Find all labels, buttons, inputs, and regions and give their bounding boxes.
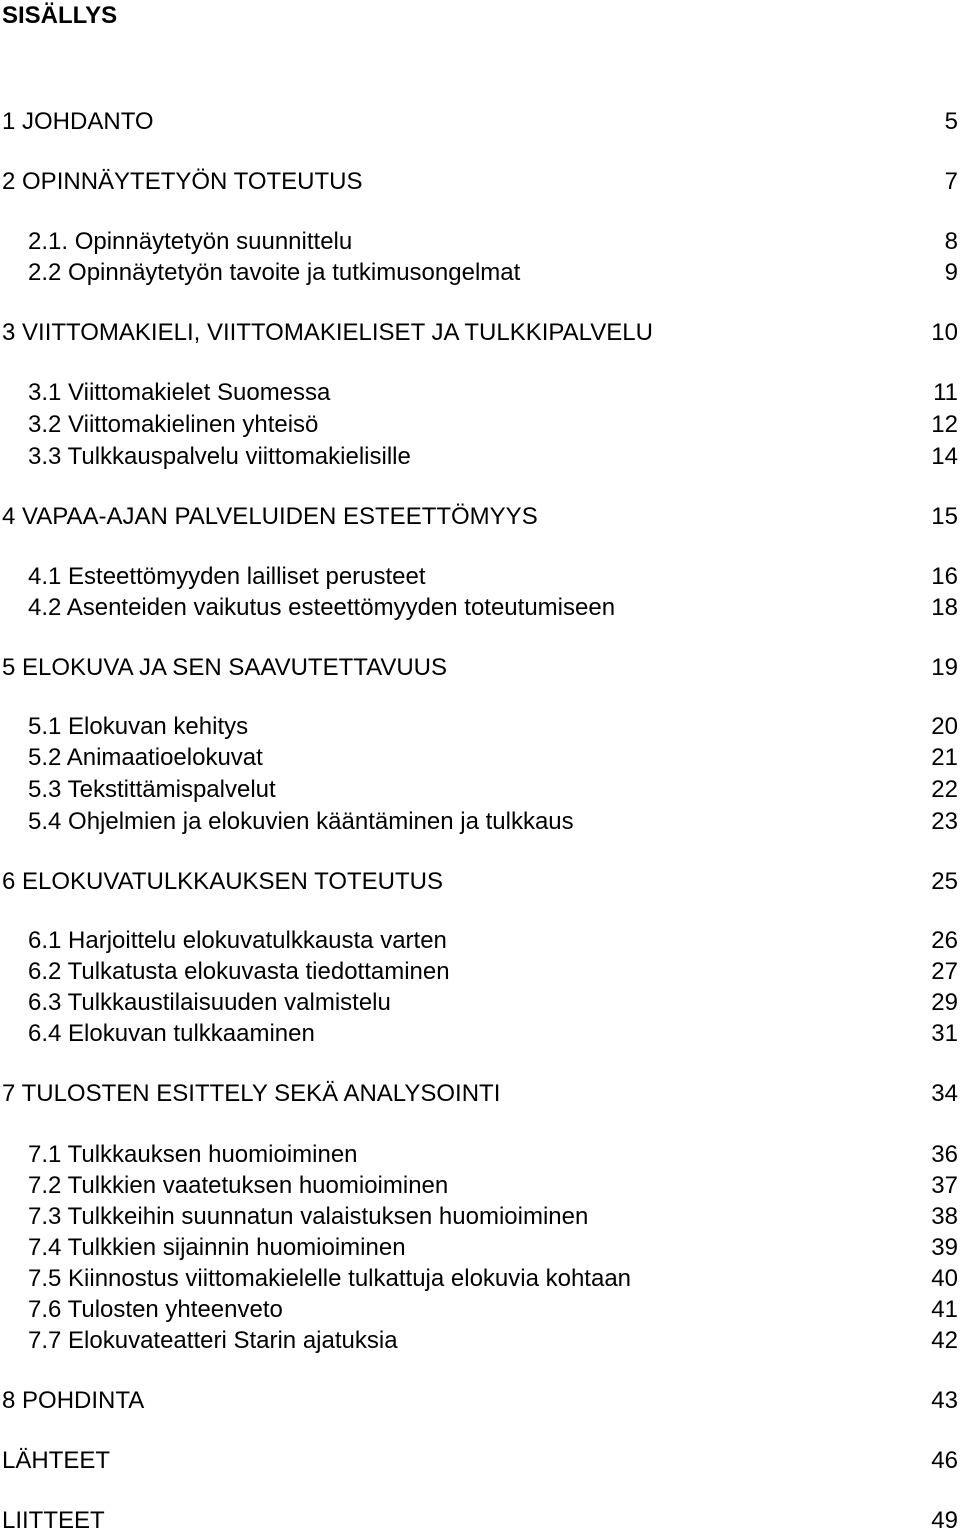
- toc-entry-page-number: 8: [944, 228, 958, 255]
- toc-entry-page-number: 21: [931, 744, 958, 771]
- toc-entry-page-number: 38: [931, 1203, 958, 1230]
- toc-entry: [0, 317, 960, 349]
- toc-entry-label: 2 OPINNÄYTETYÖN TOTEUTUS: [2, 168, 363, 195]
- toc-entry-page-number: 25: [931, 868, 958, 895]
- toc-entry-label: 7.3 Tulkkeihin suunnatun valaistuksen huomioiminen: [28, 1203, 589, 1230]
- toc-entry-page-number: 49: [931, 1507, 958, 1534]
- toc-entry-label: 6.2 Tulkatusta elokuvasta tiedottaminen: [28, 958, 450, 985]
- toc-entry-label: 4 VAPAA-AJAN PALVELUIDEN ESTEETTÖMYYS: [2, 503, 538, 530]
- toc-entry: [0, 956, 960, 988]
- toc-entry-page-number: 19: [931, 654, 958, 681]
- toc-entry-page-number: 27: [931, 958, 958, 985]
- toc-entry: [0, 377, 960, 409]
- toc-entry: [0, 409, 960, 441]
- toc-entry-label: 4.1 Esteettömyyden lailliset perusteet: [28, 563, 426, 590]
- toc-entry: [0, 1078, 960, 1110]
- toc-entry-label: 2.1. Opinnäytetyön suunnittelu: [28, 228, 353, 255]
- toc-entry: [0, 1325, 960, 1357]
- toc-entry-label: 7.6 Tulosten yhteenveto: [28, 1296, 283, 1323]
- toc-entry: [0, 742, 960, 774]
- toc-entry-page-number: 31: [931, 1020, 958, 1047]
- toc-entry-label: 1 JOHDANTO: [2, 108, 154, 135]
- toc-entry: [0, 987, 960, 1019]
- toc-entry-label: 3 VIITTOMAKIELI, VIITTOMAKIELISET JA TULKKIPALVELU: [2, 319, 653, 346]
- toc-entry-label: 2.2 Opinnäytetyön tavoite ja tutkimusongelmat: [28, 259, 521, 286]
- toc-entry-label: 7.4 Tulkkien sijainnin huomioiminen: [28, 1234, 406, 1261]
- toc-entry-page-number: 40: [931, 1265, 958, 1292]
- toc-entry: [0, 592, 960, 624]
- toc-entry: [0, 652, 960, 684]
- toc-entry-label: 5.4 Ohjelmien ja elokuvien kääntäminen ja tulkkaus: [28, 808, 574, 835]
- toc-entry: [0, 441, 960, 473]
- toc-entry: [0, 226, 960, 258]
- toc-entry-label: 5.2 Animaatioelokuvat: [28, 744, 263, 771]
- toc-entry-label: LIITTEET: [2, 1507, 105, 1534]
- toc-entry-label: 4.2 Asenteiden vaikutus esteettömyyden toteutumiseen: [28, 594, 616, 621]
- toc-entry-label: 3.3 Tulkkauspalvelu viittomakielisille: [28, 443, 411, 470]
- toc-entry-page-number: 7: [944, 168, 958, 195]
- toc-entry-label: 5 ELOKUVA JA SEN SAAVUTETTAVUUS: [2, 654, 448, 681]
- toc-entry-page-number: 37: [931, 1172, 958, 1199]
- page-title: SISÄLLYS: [2, 2, 118, 29]
- toc-entry-page-number: 20: [931, 713, 958, 740]
- toc-entry-label: 3.1 Viittomakielet Suomessa: [28, 379, 331, 406]
- toc-entry-page-number: 14: [931, 443, 958, 470]
- toc-entry: [0, 1170, 960, 1202]
- toc-entry-page-number: 36: [931, 1141, 958, 1168]
- toc-entry: [0, 257, 960, 289]
- toc-entry: [0, 1505, 960, 1537]
- toc-entry: [0, 1201, 960, 1233]
- toc-entry: [0, 866, 960, 898]
- toc-entry: [0, 1445, 960, 1477]
- toc-entry-label: 8 POHDINTA: [2, 1387, 145, 1414]
- toc-entry-label: 7.2 Tulkkien vaatetuksen huomioiminen: [28, 1172, 449, 1199]
- toc-entry-page-number: 18: [931, 594, 958, 621]
- toc-entry: [0, 1139, 960, 1171]
- toc-entry: [0, 1385, 960, 1417]
- toc-entry: [0, 774, 960, 806]
- toc-entry-label: 6.1 Harjoittelu elokuvatulkkausta varten: [28, 927, 447, 954]
- toc-entry: [0, 806, 960, 838]
- toc-entry-page-number: 5: [944, 108, 958, 135]
- toc-entry-page-number: 9: [944, 259, 958, 286]
- toc-entry-page-number: 34: [931, 1080, 958, 1107]
- toc-entry-label: 7.5 Kiinnostus viittomakielelle tulkattuja elokuvia kohtaan: [28, 1265, 632, 1292]
- toc-entry-label: 5.3 Tekstittämispalvelut: [28, 776, 276, 803]
- toc-entry-label: 6 ELOKUVATULKKAUKSEN TOTEUTUS: [2, 868, 444, 895]
- toc-entry-page-number: 22: [931, 776, 958, 803]
- toc-entry: [0, 106, 960, 138]
- toc-entry-label: 3.2 Viittomakielinen yhteisö: [28, 411, 319, 438]
- toc-entry: [0, 711, 960, 743]
- toc-entry-page-number: 26: [931, 927, 958, 954]
- toc-entry: [0, 501, 960, 533]
- toc-entry-page-number: 15: [931, 503, 958, 530]
- toc-entry: [0, 1263, 960, 1295]
- toc-entry-page-number: 16: [931, 563, 958, 590]
- toc-entry-label: 6.3 Tulkkaustilaisuuden valmistelu: [28, 989, 391, 1016]
- toc-entry-page-number: 46: [931, 1447, 958, 1474]
- toc-entry-label: 7.7 Elokuvateatteri Starin ajatuksia: [28, 1327, 398, 1354]
- toc-entry-label: 6.4 Elokuvan tulkkaaminen: [28, 1020, 315, 1047]
- toc-entry-page-number: 43: [931, 1387, 958, 1414]
- toc-entry: [0, 561, 960, 593]
- toc-entry-label: 5.1 Elokuvan kehitys: [28, 713, 249, 740]
- toc-entry-page-number: 29: [931, 989, 958, 1016]
- toc-entry-page-number: 42: [931, 1327, 958, 1354]
- toc-entry-label: 7.1 Tulkkauksen huomioiminen: [28, 1141, 358, 1168]
- toc-entry-page-number: 12: [931, 411, 958, 438]
- toc-entry-page-number: 10: [931, 319, 958, 346]
- toc-entry: [0, 166, 960, 198]
- toc-entry-page-number: 41: [931, 1296, 958, 1323]
- toc-entry: [0, 925, 960, 957]
- toc-entry-page-number: 11: [933, 379, 958, 406]
- toc-entry: [0, 1294, 960, 1326]
- toc-entry-page-number: 39: [931, 1234, 958, 1261]
- toc-entry: [0, 1018, 960, 1050]
- toc-entry-page-number: 23: [931, 808, 958, 835]
- toc-entry-label: LÄHTEET: [2, 1447, 111, 1474]
- toc-entry-label: 7 TULOSTEN ESITTELY SEKÄ ANALYSOINTI: [2, 1080, 501, 1107]
- toc-entry: [0, 1232, 960, 1264]
